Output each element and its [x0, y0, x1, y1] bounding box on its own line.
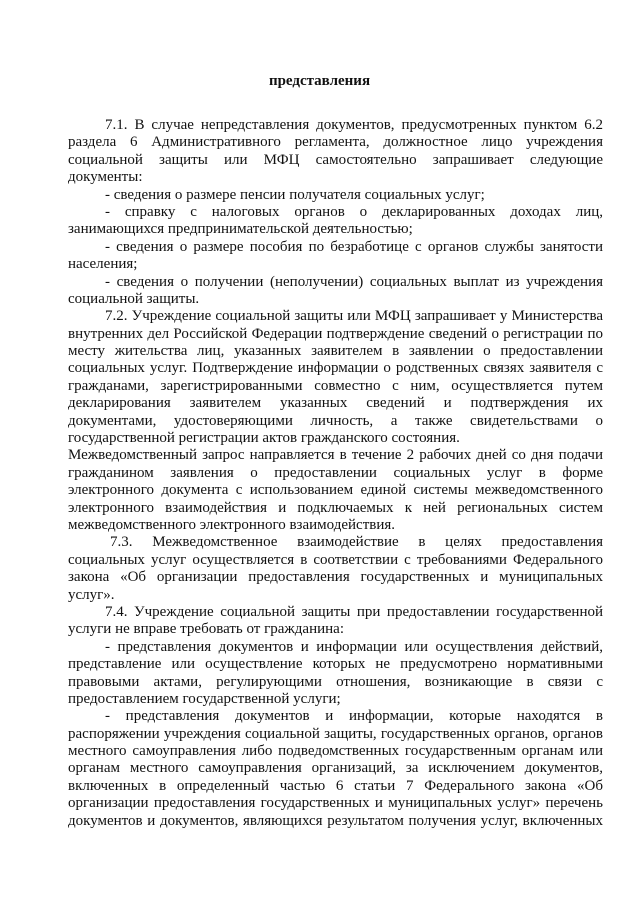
text-line: Межведомственный запрос направляется в течение 2 рабочих дней со дня подачи	[68, 447, 603, 464]
text-line: гражданином заявления о предоставлении социальных услуг в форме	[68, 464, 603, 481]
text-line: населения;	[68, 256, 138, 273]
text-line: органам местного самоуправления организаций, за исключением документов,	[68, 760, 603, 777]
text-line: - представления документов и информации, которые находятся в	[105, 708, 603, 725]
text-line: включенных в определенный частью 6 статьи 7 Федерального закона «Об	[68, 777, 603, 794]
text-line: социальной защиты или МФЦ самостоятельно запрашивает следующие	[68, 151, 603, 168]
text-line: правовыми актами, регулирующими отношения, возникающие в связи с	[68, 673, 603, 690]
text-line: электронного взаимодействия и подключаемых к ней региональных систем	[68, 499, 603, 516]
text-line: 7.4. Учреждение социальной защиты при предоставлении государственной	[105, 603, 603, 620]
text-line: организации предоставления государственных и муниципальных услуг» перечень	[68, 795, 603, 812]
text-line: социальных услуг. Подтверждение информации о родственных связях заявителя с	[68, 360, 603, 377]
text-line: межведомственного электронного взаимодействия.	[68, 516, 396, 533]
text-line: - сведения о размере пенсии получателя социальных услуг;	[105, 186, 485, 203]
text-line: услуг».	[68, 586, 115, 603]
text-line: - представления документов и информации или осуществления действий,	[105, 638, 603, 655]
text-line: документами, удостоверяющими личность, а также свидетельствами о	[68, 412, 603, 429]
text-line: занимающихся предпринимательской деятельностью;	[68, 221, 413, 238]
text-line: раздела 6 Административного регламента, должностное лицо учреждения	[68, 134, 603, 151]
text-line: - справку с налоговых органов о декларированных доходах лиц,	[105, 203, 603, 220]
text-line: 7.3. Межведомственное взаимодействие в целях предоставления	[110, 534, 603, 551]
text-line: услуги не вправе требовать от гражданина:	[68, 621, 344, 638]
text-line: 7.1. В случае непредставления документов, предусмотренных пунктом 6.2	[105, 117, 603, 133]
text-line: предоставлением государственной услуги;	[68, 690, 341, 707]
text-line: распоряжении учреждения социальной защиты, государственных органов, органов	[68, 725, 603, 742]
text-line: гражданами, зарегистрированными совместно с ним, осуществляется путем	[68, 377, 603, 394]
text-line: месту жительства лиц, указанных заявителем в заявлении о предоставлении	[68, 343, 603, 360]
text-line: представление или осуществление которых не предусмотрено нормативными	[68, 656, 603, 673]
text-line: документов и документов, являющихся результатом получения услуг, включенных	[68, 812, 603, 829]
text-line: социальных услуг осуществляется в соответствии с требованиями Федерального	[68, 551, 603, 568]
section-heading: представления	[268, 73, 371, 89]
text-line: закона «Об организации предоставления государственных и муниципальных	[68, 569, 603, 586]
text-line: - сведения о размере пособия по безработице с органов службы занятости	[105, 238, 603, 255]
text-line: 7.2. Учреждение социальной защиты или МФЦ запрашивает у Министерства	[105, 308, 603, 325]
text-line: местного самоуправления либо подведомственных государственным органам или	[68, 743, 603, 760]
text-line: электронного документа с использованием единой системы межведомственного	[68, 482, 603, 499]
text-line: - сведения о получении (неполучении) социальных выплат из учреждения	[105, 273, 603, 290]
text-line: декларирования заявителем указанных сведений и подтверждения их	[68, 395, 603, 412]
document-body	[68, 117, 603, 830]
text-line: внутренних дел Российской Федерации подтверждение сведений о регистрации по	[68, 325, 603, 342]
text-line: социальной защиты.	[68, 290, 200, 307]
text-line: документы:	[68, 169, 143, 186]
text-line: государственной регистрации актов гражданского состояния.	[68, 430, 460, 447]
